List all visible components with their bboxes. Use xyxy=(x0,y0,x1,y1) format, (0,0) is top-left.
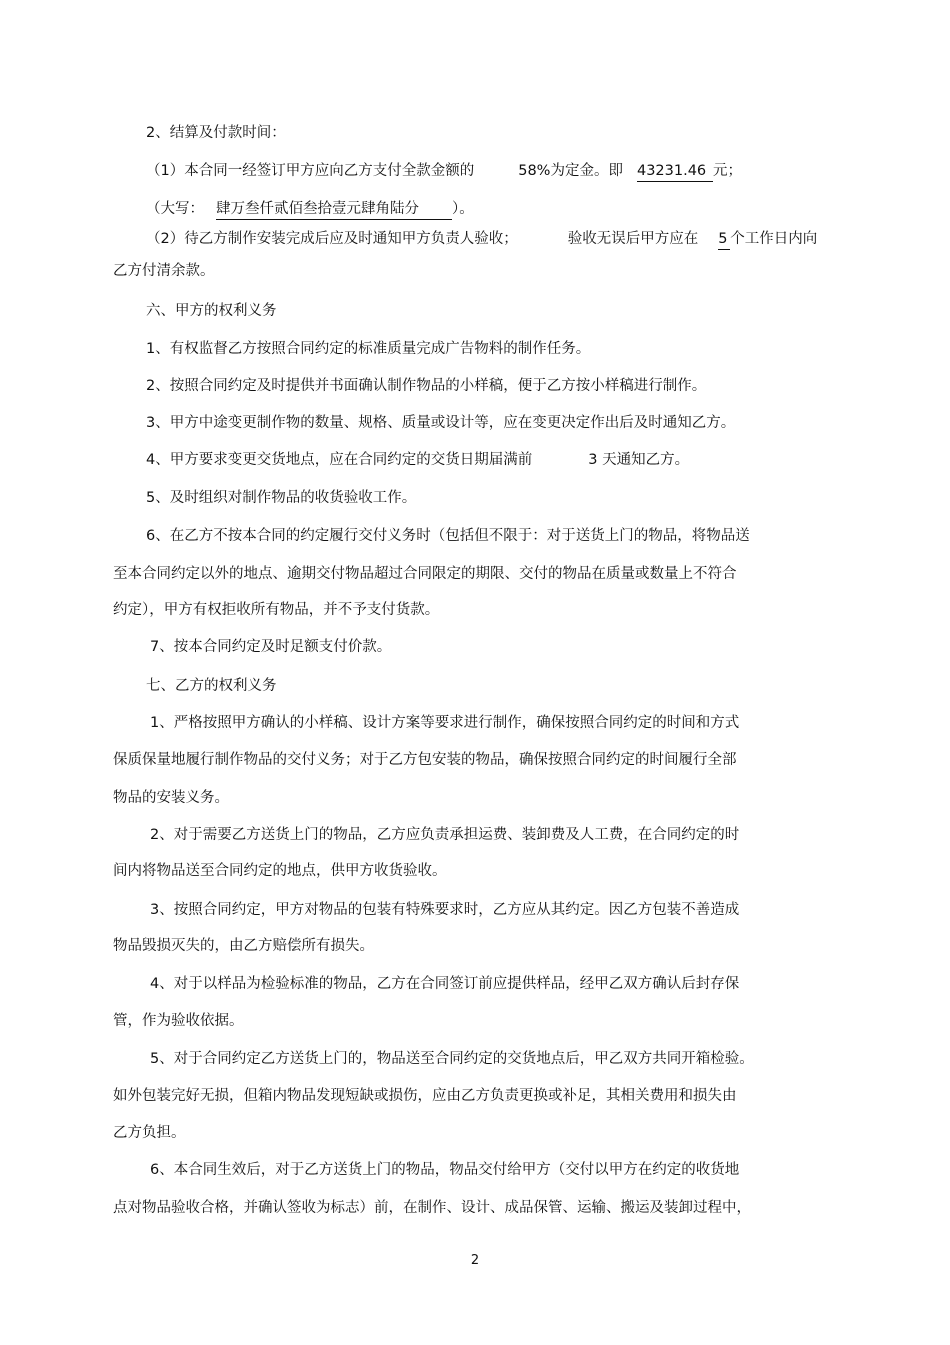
party-a-item-6-line2: 至本合同约定以外的地点、逾期交付物品超过合同限定的期限、交付的物品在质量或数量上不符合 xyxy=(113,566,737,582)
party-a-item-6-line3: 约定），甲方有权拒收所有物品，并不予支付货款。 xyxy=(113,602,440,618)
party-a-item-4: 4、甲方要求变更交货地点，应在合同约定的交货日期届满前 3 天通知乙方。 xyxy=(146,452,690,468)
party-b-item-1: 1、严格按照甲方确认的小样稿、设计方案等要求进行制作，确保按照合同约定的时间和方式 xyxy=(150,715,740,731)
payment-time-item: 2、结算及付款时间： xyxy=(146,125,286,141)
notice-days: 3 天通知乙方。 xyxy=(588,452,690,468)
party-b-item-3: 3、按照合同约定，甲方对物品的包装有特殊要求时，乙方应从其约定。因乙方包装不善造成 xyxy=(150,902,740,918)
deposit-clause: （1）本合同一经签订甲方应向乙方支付全款金额的 58%为定金。即 43231.46 元； xyxy=(146,161,742,182)
party-b-item-2-line2: 间内将物品送至合同约定的地点，供甲方收货验收。 xyxy=(113,863,447,879)
deposit-percent: 58% xyxy=(518,163,551,179)
party-a-item-2: 2、按照合同约定及时提供并书面确认制作物品的小样稿，便于乙方按小样稿进行制作。 xyxy=(146,378,707,394)
section-7-heading: 七、乙方的权利义务 xyxy=(146,678,277,694)
party-a-item-6: 6、在乙方不按本合同的约定履行交付义务时（包括但不限于：对于送货上门的物品，将物品送 xyxy=(146,528,750,544)
party-b-item-4-line2: 管，作为验收依据。 xyxy=(113,1013,244,1029)
deposit-amount: 43231.46 xyxy=(637,161,713,182)
section-6-heading: 六、甲方的权利义务 xyxy=(146,303,277,319)
balance-days: 5 xyxy=(718,229,730,250)
party-b-item-2: 2、对于需要乙方送货上门的物品，乙方应负责承担运费、装卸费及人工费，在合同约定的时 xyxy=(150,827,740,843)
balance-clause: （2）待乙方制作安装完成后应及时通知甲方负责人验收； 验收无误后甲方应在 5 个工作日内向 xyxy=(146,229,817,250)
party-b-item-1-line3: 物品的安装义务。 xyxy=(113,790,229,806)
deposit-amount-uppercase: （大写： 肆万叁仟贰佰叁拾壹元肆角陆分 ）。 xyxy=(146,199,474,220)
party-a-item-7: 7、按本合同约定及时足额支付价款。 xyxy=(150,639,392,655)
party-b-item-5-line3: 乙方负担。 xyxy=(113,1125,186,1141)
party-a-item-3: 3、甲方中途变更制作物的数量、规格、质量或设计等，应在变更决定作出后及时通知乙方。 xyxy=(146,415,736,431)
party-a-item-5: 5、及时组织对制作物品的收货验收工作。 xyxy=(146,490,417,506)
party-b-item-5-line2: 如外包装完好无损，但箱内物品发现短缺或损伤，应由乙方负责更换或补足，其相关费用和损失由 xyxy=(113,1088,737,1104)
deposit-amount-words: 肆万叁仟贰佰叁拾壹元肆角陆分 xyxy=(216,199,452,220)
party-b-item-4: 4、对于以样品为检验标准的物品，乙方在合同签订前应提供样品，经甲乙双方确认后封存保 xyxy=(150,976,740,992)
party-b-item-5: 5、对于合同约定乙方送货上门的，物品送至合同约定的交货地点后，甲乙双方共同开箱检验。 xyxy=(150,1051,754,1067)
page-number: 2 xyxy=(470,1253,480,1268)
party-b-item-3-line2: 物品毁损灭失的，由乙方赔偿所有损失。 xyxy=(113,938,374,954)
party-a-item-1: 1、有权监督乙方按照合同约定的标准质量完成广告物料的制作任务。 xyxy=(146,341,591,357)
party-b-item-6-line2: 点对物品验收合格，并确认签收为标志）前，在制作、设计、成品保管、运输、搬运及装卸过程中， xyxy=(113,1200,751,1216)
party-b-item-6: 6、本合同生效后，对于乙方送货上门的物品，物品交付给甲方（交付以甲方在约定的收货地 xyxy=(150,1162,740,1178)
balance-clause-line2: 乙方付清余款。 xyxy=(113,263,215,279)
party-b-item-1-line2: 保质保量地履行制作物品的交付义务；对于乙方包安装的物品，确保按照合同约定的时间履行全部 xyxy=(113,752,737,768)
